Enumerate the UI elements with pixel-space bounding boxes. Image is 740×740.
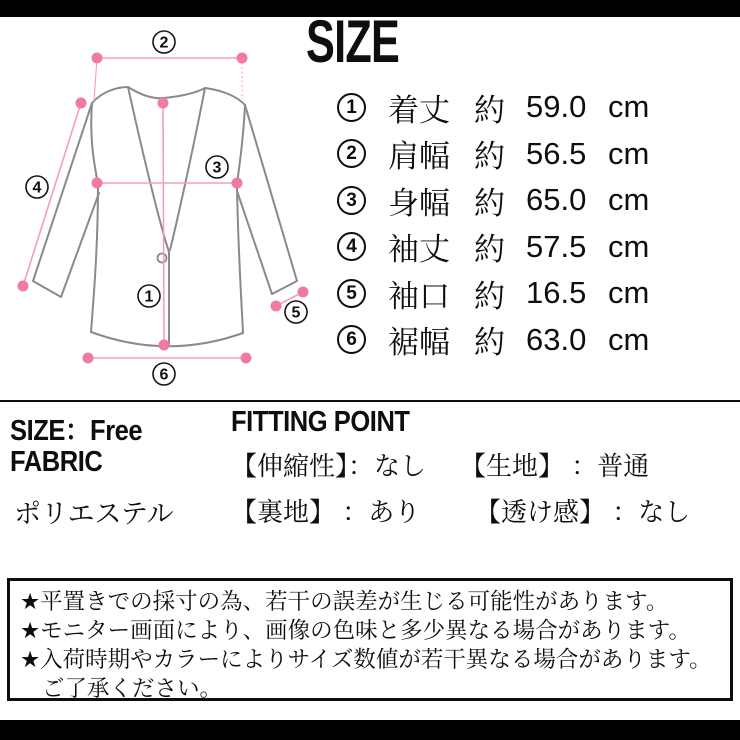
svg-text:4: 4 (32, 179, 42, 197)
circled-number: 5 (337, 279, 366, 308)
notice-box (7, 578, 733, 701)
bottom-black-bar (0, 720, 740, 740)
circled-number: 3 (337, 186, 366, 215)
svg-text:6: 6 (159, 366, 169, 384)
measurement-row (0, 224, 740, 271)
measurement-value: 56.5 (526, 135, 587, 171)
measurement-list (0, 84, 740, 363)
approx-prefix: 約 (474, 325, 505, 361)
measurement-unit: cm (608, 182, 650, 218)
svg-text:1: 1 (144, 288, 154, 306)
fabric-heading: FABRIC (10, 446, 103, 478)
measurement-value: 16.5 (526, 275, 587, 311)
circled-number: 1 (337, 93, 366, 122)
measurement-label: 身幅 (388, 185, 450, 221)
measurement-label: 着丈 (388, 92, 450, 128)
svg-text:2: 2 (159, 34, 169, 52)
fitting-point-heading: FITTING POINT (231, 406, 410, 438)
svg-text:5: 5 (291, 304, 301, 322)
approx-prefix: 約 (474, 278, 505, 314)
approx-prefix: 約 (474, 232, 505, 268)
texture-spec: 【生地】 ：普通 (460, 451, 650, 481)
measurement-value: 59.0 (526, 89, 587, 125)
size-free-label: SIZE：Free (10, 415, 143, 447)
spec-row-stretch-texture (231, 446, 649, 483)
page-title: SIZE (306, 8, 400, 75)
measurement-row (0, 177, 740, 224)
measurement-row (0, 317, 740, 364)
approx-prefix: 約 (474, 92, 505, 128)
lining-spec: 【裏地】 ：あり (231, 497, 421, 527)
notice-line: ★平置きでの採寸の為、若干の誤差が生じる可能性があります。 (20, 589, 669, 614)
measurement-value: 57.5 (526, 228, 587, 264)
section-divider (0, 400, 740, 402)
circled-number: 2 (337, 139, 366, 168)
measurement-label: 袖口 (388, 278, 450, 314)
circled-number: 6 (337, 325, 366, 354)
svg-text:3: 3 (212, 159, 222, 177)
notice-line: ★モニター画面により、画像の色味と多少異なる場合があります。 (20, 618, 691, 643)
measurement-label: 肩幅 (388, 139, 450, 175)
approx-prefix: 約 (474, 185, 505, 221)
measurement-row (0, 131, 740, 178)
sheer-spec: 【透け感】 ：なし (475, 497, 691, 527)
diagram-label-6 (153, 363, 175, 385)
fabric-value: ポリエステル (14, 499, 174, 529)
measurement-value: 65.0 (526, 182, 587, 218)
stretch-spec: 【伸縮性】：なし (231, 451, 427, 481)
spec-row-lining-sheer (231, 492, 690, 529)
measurement-row (0, 84, 740, 131)
notice-line: ★入荷時期やカラーによりサイズ数値が若干異なる場合があります。 (20, 647, 712, 672)
diagram-label-2 (153, 31, 175, 53)
measurement-label: 裾幅 (388, 325, 450, 361)
measurement-value: 63.0 (526, 321, 587, 357)
measurement-unit: cm (608, 275, 650, 311)
circled-number: 4 (337, 232, 366, 261)
measurement-unit: cm (608, 228, 650, 264)
approx-prefix: 約 (474, 139, 505, 175)
measurement-unit: cm (608, 89, 650, 125)
measurement-unit: cm (608, 321, 650, 357)
measurement-unit: cm (608, 135, 650, 171)
measurement-label: 袖丈 (388, 232, 450, 268)
measurement-row (0, 270, 740, 317)
notice-line: ご了承ください。 (42, 676, 223, 701)
